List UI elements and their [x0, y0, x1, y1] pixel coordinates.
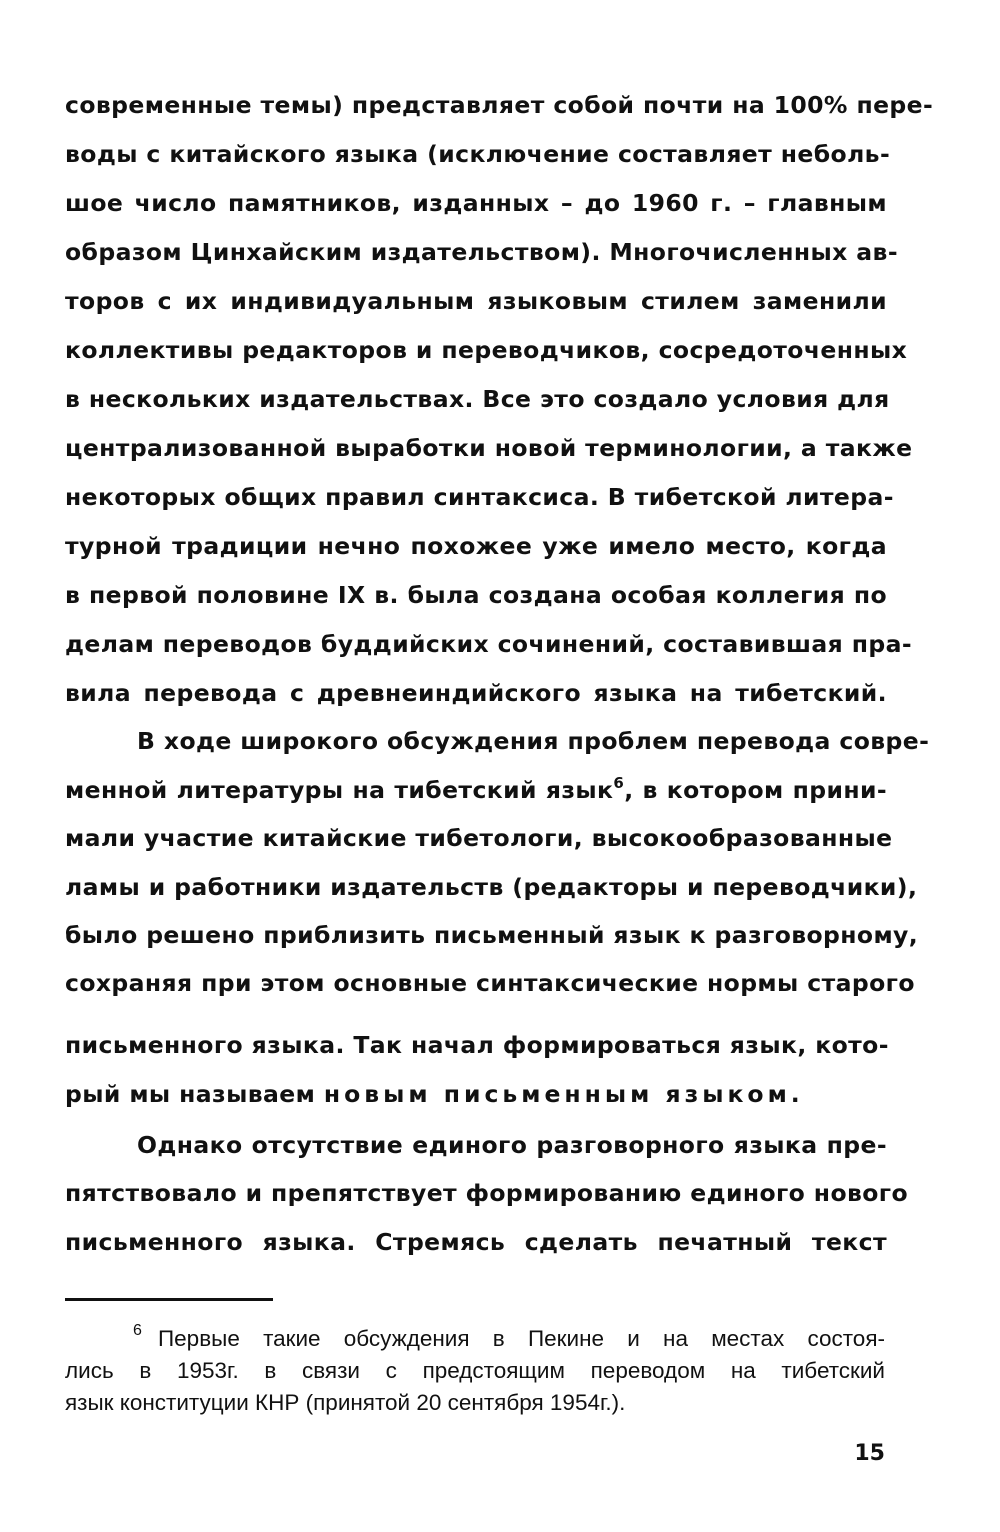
- text-line: шое число памятников, изданных – до 1960 г. – главным: [65, 189, 887, 217]
- text-line: централизованной выработки новой терминологии, а также: [65, 434, 913, 462]
- footnote-mark: 6: [133, 1322, 142, 1339]
- footnote-divider: [65, 1298, 273, 1301]
- text-segment: менной литературы на тибетский язык: [65, 776, 614, 804]
- text-line: [65, 775, 887, 805]
- text-line: Однако отсутствие единого разговорного языка пре-: [137, 1131, 887, 1159]
- text-line: турной традиции нечно похожее уже имело место, когда: [65, 532, 887, 560]
- text-line: в нескольких издательствах. Все это создало условия для: [65, 385, 890, 413]
- footnote-line: Первые такие обсуждения в Пекине и на местах состоя-: [158, 1326, 885, 1351]
- text-line: пятствовало и препятствует формированию единого нового: [65, 1179, 909, 1207]
- text-line: некоторых общих правил синтаксиса. В тибетской литера-: [65, 483, 894, 511]
- text-line: было решено приблизить письменный язык к разговорному,: [65, 921, 919, 949]
- text-line: в первой половине IX в. была создана особая коллегия по: [65, 581, 887, 609]
- text-line: сохраняя при этом основные синтаксические нормы старого: [65, 969, 915, 997]
- text-line: торов с их индивидуальным языковым стилем заменили: [65, 287, 887, 315]
- page-number: 15: [854, 1441, 885, 1466]
- text-segment: рый мы называем: [65, 1080, 316, 1108]
- text-line: ламы и работники издательств (редакторы и переводчики),: [65, 873, 918, 901]
- text-line: делам переводов буддийских сочинений, составившая пра-: [65, 630, 912, 658]
- text-line: воды с китайского языка (исключение составляет неболь-: [65, 140, 891, 168]
- footnote-line: язык конституции КНР (принятой 20 сентября 1954г.).: [65, 1390, 626, 1415]
- text-line: образом Цинхайским издательством). Многочисленных ав-: [65, 238, 898, 266]
- text-line: коллективы редакторов и переводчиков, сосредоточенных: [65, 336, 908, 364]
- footnote-reference: 6: [613, 774, 625, 792]
- text-line: мали участие китайские тибетологи, высокообразованные: [65, 824, 893, 852]
- text-line: письменного языка. Так начал формироваться язык, кото-: [65, 1031, 889, 1059]
- text-line: В ходе широкого обсуждения проблем перевода совре-: [137, 727, 930, 755]
- text-line: письменного языка. Стремясь сделать печатный текст: [65, 1228, 887, 1256]
- text-segment: , в котором прини-: [624, 776, 887, 804]
- footnote-line: лись в 1953г. в связи с предстоящим переводом на тибетский: [65, 1358, 885, 1383]
- emphasized-term: новым письменным языком.: [323, 1080, 804, 1108]
- text-line: вила перевода с древнеиндийского языка на тибетский.: [65, 679, 887, 707]
- text-line: современные темы) представляет собой почти на 100% пере-: [65, 91, 934, 119]
- text-line: [65, 1079, 887, 1109]
